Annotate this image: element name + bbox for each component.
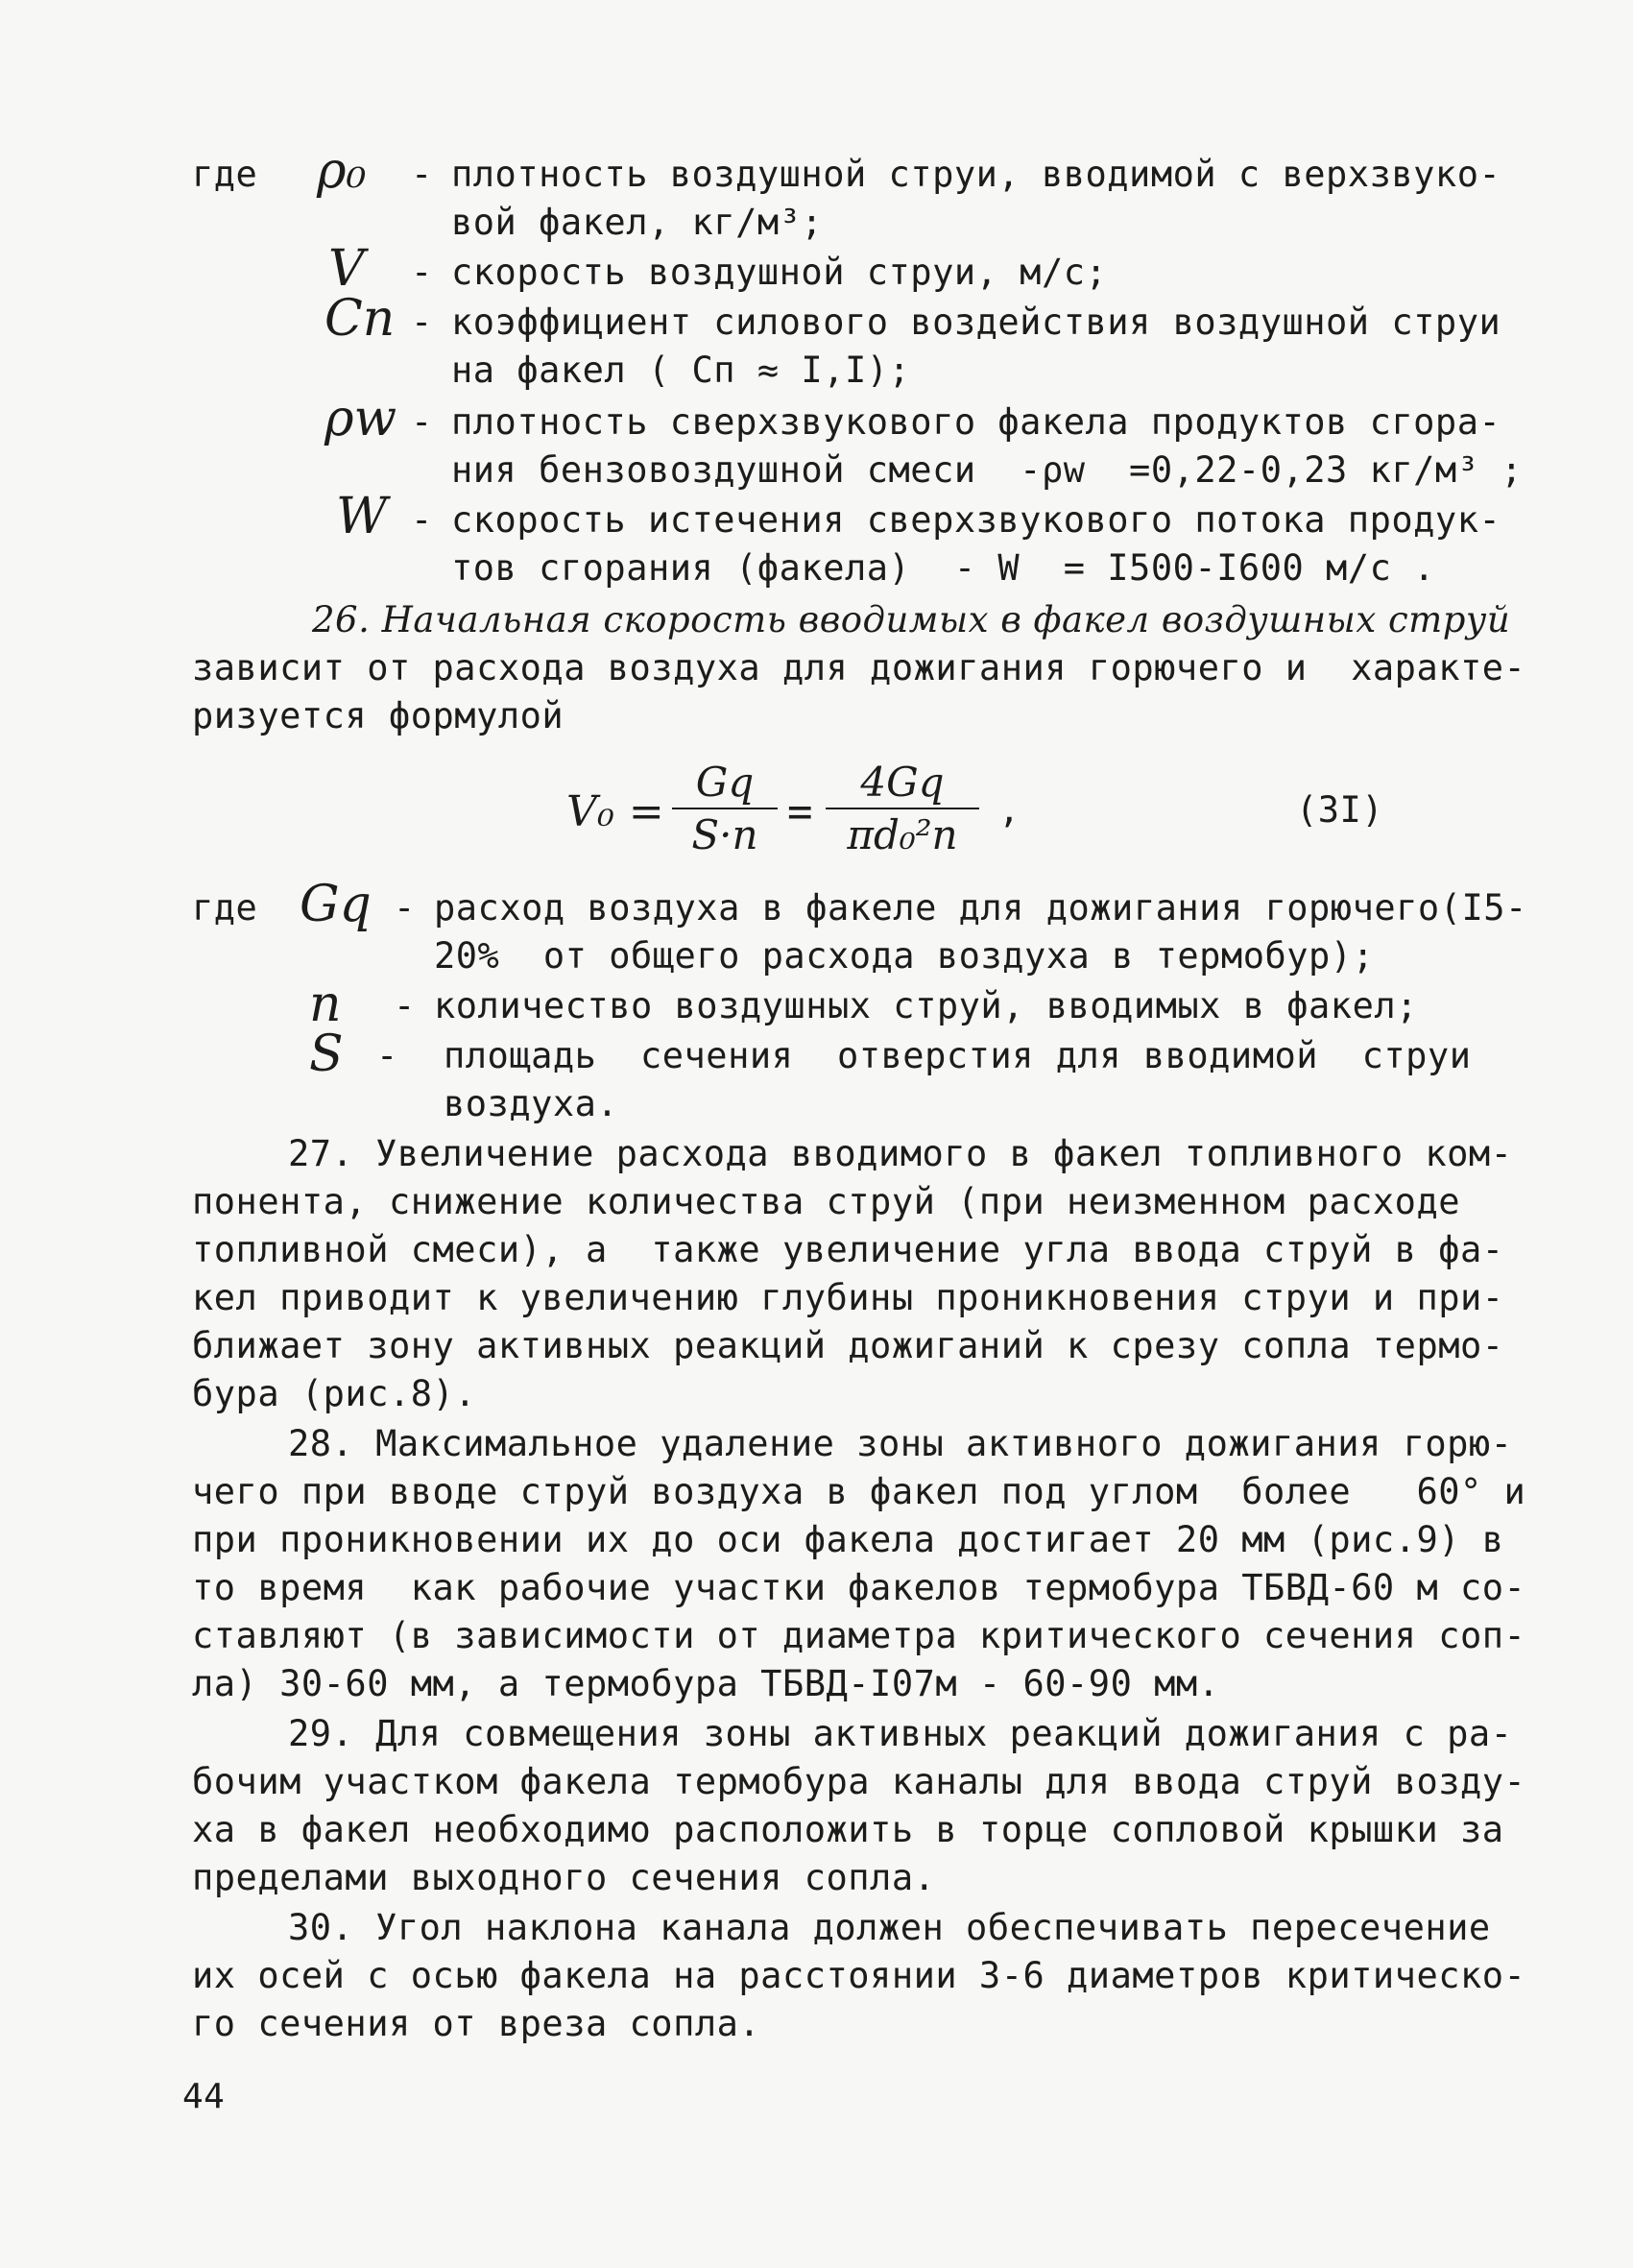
text-line: топливной смеси), а также увеличение угла ввода струй в фа-: [192, 1229, 1504, 1270]
fraction-numerator: Gq: [695, 759, 755, 806]
text-line: скорость истечения сверхзвукового потока продук-: [451, 499, 1501, 541]
text-line: скорость воздушной струи, м/с;: [451, 252, 1108, 293]
dash: -: [411, 154, 433, 195]
text-line: количество воздушных струй, вводимых в факел;: [434, 985, 1418, 1026]
formula-fraction-2: [826, 759, 979, 858]
fraction-numerator: 4Gq: [860, 759, 945, 806]
paragraph-30: 30. Угол наклона канала должен обеспечивать пересечение: [288, 1907, 1491, 1948]
text-line: зависит от расхода воздуха для дожигания горючего и характе-: [192, 647, 1526, 688]
text-line: ставляют (в зависимости от диаметра критического сечения соп-: [192, 1615, 1526, 1656]
fraction-bar: [672, 808, 778, 809]
symbol-c-p: Cп: [324, 290, 396, 348]
dash: -: [376, 1035, 398, 1076]
symbol-g-q: Gq: [300, 876, 372, 933]
text-line: коэффициент силового воздействия воздушной струи: [451, 302, 1501, 343]
where-label-2: где: [192, 887, 258, 929]
text-line: кел приводит к увеличению глубины проникновения струи и при-: [192, 1277, 1504, 1318]
formula-fraction-1: [672, 759, 778, 858]
paragraph-29: 29. Для совмещения зоны активных реакций дожигания с ра-: [288, 1713, 1513, 1754]
text-line: 20% от общего расхода воздуха в термобур);: [434, 935, 1375, 977]
formula-comma: ,: [998, 789, 1021, 831]
dash: -: [411, 252, 433, 293]
formula-lhs: V₀ =: [566, 787, 665, 836]
formula-equals: =: [787, 787, 813, 836]
dash: -: [411, 302, 433, 343]
text-line: тов сгорания (факела) - W = I500-I600 м/с .: [451, 547, 1435, 589]
text-line: ха в факел необходимо расположить в торце сопловой крышки за: [192, 1809, 1504, 1850]
text-line: расход воздуха в факеле для дожигания горючего(I5-: [434, 887, 1527, 929]
text-line: плотность сверхзвукового факела продуктов сгора-: [451, 401, 1501, 443]
fraction-denominator: S·n: [691, 811, 758, 858]
where-label-1: где: [192, 154, 258, 195]
symbol-rho-0: ρ₀: [317, 142, 367, 200]
text-line: их осей с осью факела на расстоянии 3-6 диаметров критическо-: [192, 1955, 1526, 1996]
symbol-w: W: [336, 488, 388, 545]
page-number: 44: [182, 2077, 226, 2116]
symbol-v: V: [328, 240, 365, 298]
paragraph-28: 28. Максимальное удаление зоны активного дожигания горю-: [288, 1423, 1513, 1464]
dash: -: [394, 887, 416, 929]
dash: -: [411, 401, 433, 443]
text-line: ближает зону активных реакций дожиганий к срезу сопла термо-: [192, 1325, 1504, 1366]
fraction-bar: [826, 808, 979, 809]
text-line: ния бензовоздушной смеси -ρw =0,22-0,23 кг/м³ ;: [451, 449, 1524, 491]
text-line: ризуется формулой: [192, 695, 564, 736]
text-line: площадь сечения отверстия для вводимой струи: [444, 1035, 1472, 1076]
formula-number: (3I): [1296, 789, 1384, 831]
text-line: на факел ( Cп ≈ I,I);: [451, 350, 911, 391]
symbol-n: n: [309, 976, 342, 1033]
text-line: при проникновении их до оси факела достигает 20 мм (рис.9) в: [192, 1519, 1504, 1560]
paragraph-26: 26. Начальная скорость вводимых в факел воздушных струй: [312, 599, 1511, 640]
text-line: ла) 30-60 мм, а термобура ТБВД-I07м - 60-90 мм.: [192, 1663, 1220, 1704]
text-line: го сечения от вреза сопла.: [192, 2003, 761, 2044]
text-line: плотность воздушной струи, вводимой с верхзвуко-: [451, 154, 1501, 195]
text-line: вой факел, кг/м³;: [451, 202, 824, 243]
fraction-denominator: πd₀²n: [847, 811, 958, 858]
text-line: воздуха.: [444, 1083, 619, 1124]
text-line: понента, снижение количества струй (при неизменном расходе: [192, 1181, 1461, 1222]
paragraph-27: 27. Увеличение расхода вводимого в факел топливного ком-: [288, 1133, 1513, 1174]
text-line: чего при вводе струй воздуха в факел под углом более 60° и: [192, 1471, 1526, 1512]
symbol-s: S: [309, 1025, 344, 1083]
text-line: то время как рабочие участки факелов термобура ТБВД-60 м со-: [192, 1567, 1526, 1608]
text-line: пределами выходного сечения сопла.: [192, 1857, 936, 1898]
text-line: бочим участком факела термобура каналы для ввода струй возду-: [192, 1761, 1526, 1802]
dash: -: [411, 499, 433, 541]
dash: -: [394, 985, 416, 1026]
symbol-rho-w: ρw: [324, 390, 397, 447]
text-line: бура (рис.8).: [192, 1373, 477, 1414]
